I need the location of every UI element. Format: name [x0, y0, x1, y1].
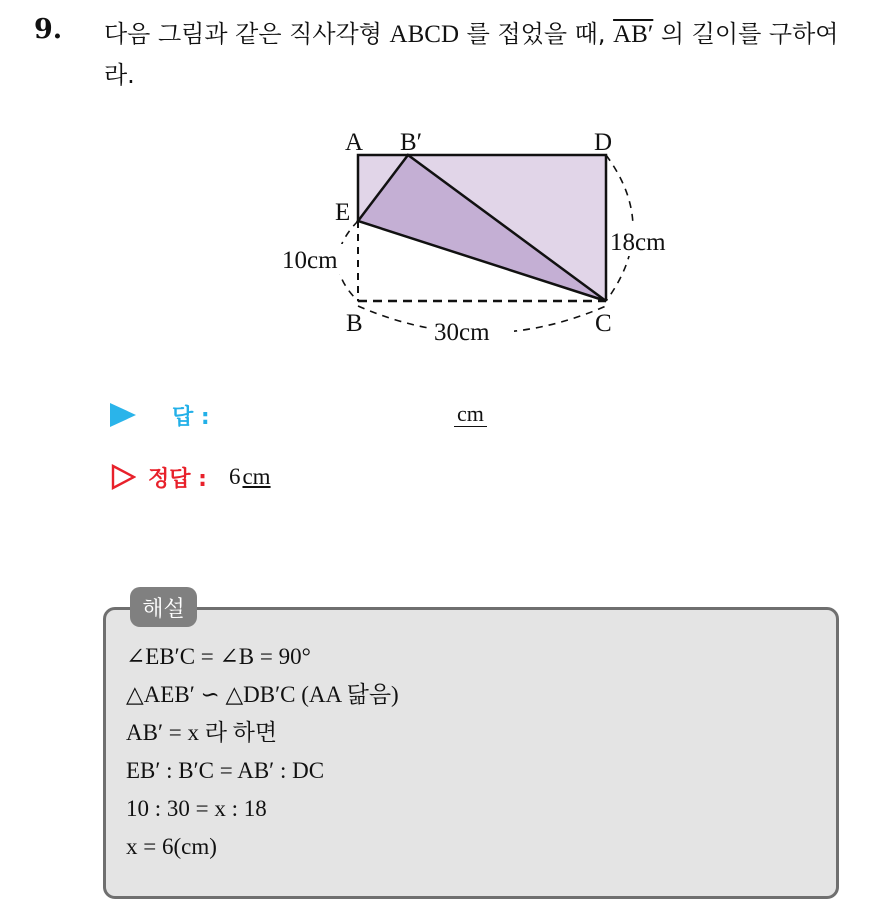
solution-line: AB′ = x 라 하면: [126, 720, 278, 745]
label-C: C: [595, 310, 612, 337]
dim-label-10cm: 10cm: [282, 247, 338, 274]
solution-line: ∠EB′C = ∠B = 90°: [126, 644, 311, 669]
dim-label-18cm: 18cm: [610, 229, 666, 256]
question-text-part3: 의 길이를 구하여라.: [104, 20, 839, 89]
correct-value: [229, 464, 271, 490]
outline-triangle-icon: [110, 464, 136, 490]
solution-line: EB′ : B′C = AB′ : DC: [126, 758, 325, 783]
solution-lines: [126, 638, 399, 866]
correct-unit: cm: [242, 464, 271, 489]
solution-tag: 해설: [130, 587, 197, 627]
answer-row: [110, 398, 210, 432]
answer-label: 답 :: [172, 404, 210, 430]
question-number: 9.: [34, 14, 63, 45]
label-B-prime: B′: [400, 129, 423, 156]
segment-ab-prime: AB′: [613, 21, 654, 48]
play-triangle-icon: [110, 403, 136, 427]
solution-line: x = 6(cm): [126, 834, 217, 859]
label-A: A: [345, 129, 364, 156]
solution-line: 10 : 30 = x : 18: [126, 796, 267, 821]
folded-rectangle-figure: [0, 0, 884, 400]
question-text-part2: 를 접었을 때,: [459, 20, 614, 48]
rect-name: ABCD: [389, 21, 460, 48]
correct-number: 6: [228, 464, 241, 489]
label-D: D: [594, 129, 613, 156]
label-E: E: [335, 199, 351, 226]
correct-label: 정답 :: [148, 466, 207, 492]
question-text-part1: 다음 그림과 같은 직사각형: [104, 20, 390, 48]
correct-answer-row: [110, 460, 271, 494]
solution-line: △AEB′ ∽ △DB′C (AA 닮음): [126, 682, 399, 707]
dim-label-30cm: 30cm: [434, 319, 490, 346]
answer-blank[interactable]: cm: [454, 402, 487, 427]
label-B: B: [346, 310, 363, 337]
